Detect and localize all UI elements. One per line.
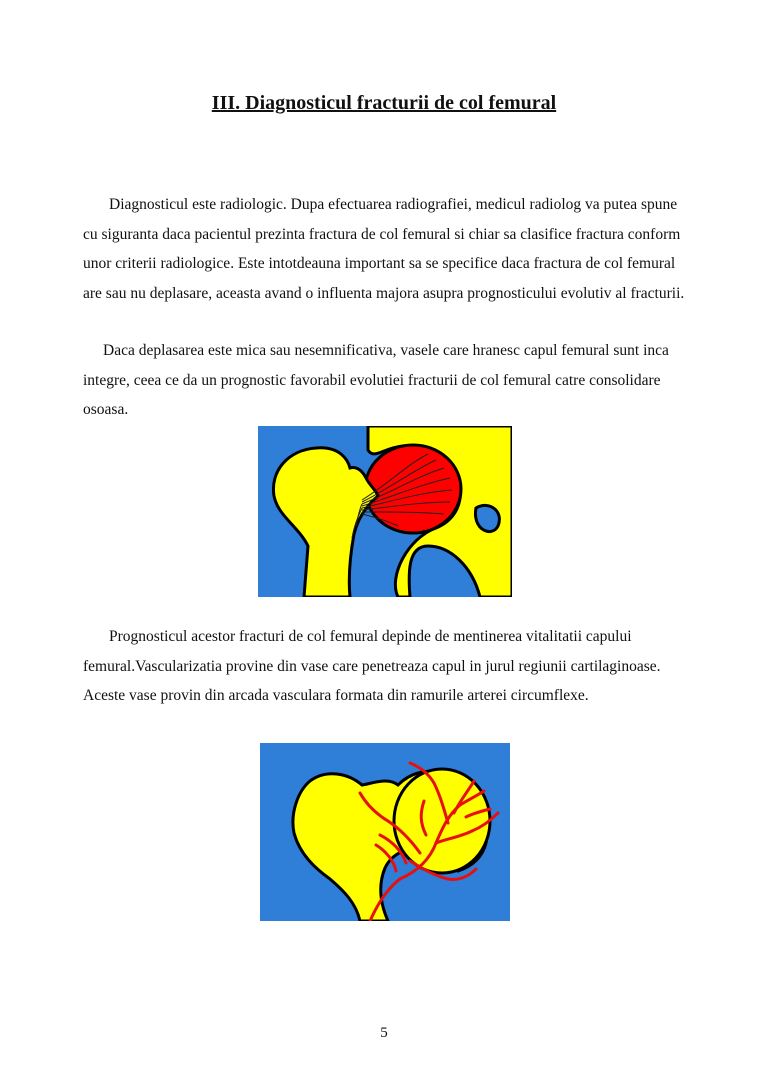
paragraph-prognosis bbox=[83, 622, 687, 711]
page-title: III. Diagnosticul fracturii de col femural bbox=[211, 92, 557, 114]
paragraph-displacement-text: Daca deplasarea este mica sau nesemnificativa, vasele care hranesc capul femural sunt inca integre, ceea ce da un prognostic favorabil evolutiei fracturii de col femural catre consolidare osoasa. bbox=[83, 342, 669, 418]
paragraph-diagnosis-text: Diagnosticul este radiologic. Dupa efectuarea radiografiei, medicul radiolog va putea spune cu siguranta daca pacientul prezinta fractura de col femural si chiar sa clasifice fractura conform unor criterii radiologice. Este intotdeauna important sa se specifice daca fractura de col femural are sau nu deplasare, aceasta avand o influenta majora asupra prognosticului evolutiv al fracturii. bbox=[83, 196, 685, 302]
obturator-foramen bbox=[475, 505, 499, 531]
paragraph-diagnosis bbox=[83, 190, 687, 308]
paragraph-prognosis-text: Prognosticul acestor fracturi de col femural depinde de mentinerea vitalitatii capului femural.Vascularizatia provine din vase care penetreaza capul in jurul regiunii cartilaginoase. Aceste vase provin din arcada vasculara formata din ramurile arterei circumflexe. bbox=[83, 628, 661, 704]
paragraph-displacement bbox=[83, 336, 687, 425]
page-number: 5 bbox=[380, 1025, 388, 1041]
vessels-femoral-head-shape bbox=[394, 769, 490, 873]
femoral-head-vascularization-illustration bbox=[260, 743, 510, 921]
hip-joint-illustration bbox=[258, 426, 512, 597]
femoral-vessels-svg bbox=[260, 743, 510, 921]
hip-joint-svg bbox=[258, 426, 512, 597]
